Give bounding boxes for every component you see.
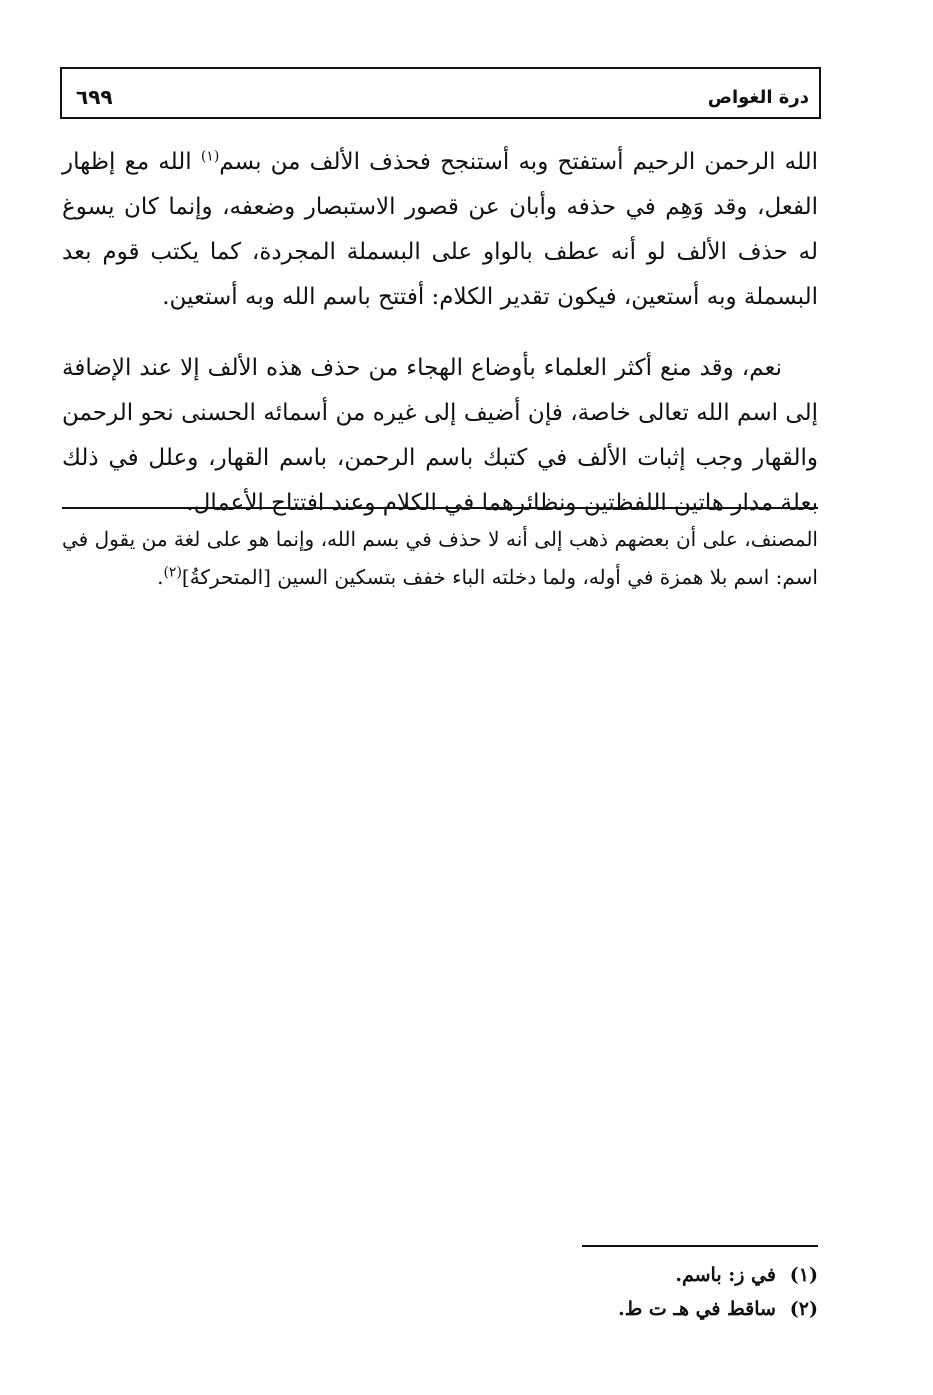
paragraph-2: نعم، وقد منع أكثر العلماء بأوضاع الهجاء من حذف هذه الألف إلا عند الإضافة إلى اسم الله تعالى خاصة، فإن أضيف إلى غيره من أسمائه الحسنى نحو الرحمن والقهار وجب إثبات الألف في كتبك باسم الرحمن، باسم القهار، وعلل في ذلك بعلة مدار هاتين اللفظتين ونظائرهما في الكلام وعند افتتاح الأعمال. (62, 355, 818, 516)
footnote-2-text: ساقط في هـ ت ط. (618, 1298, 776, 1320)
page-number: ٦٩٩ (76, 85, 113, 109)
footnotes (318, 1258, 818, 1326)
footnote-continuation (62, 520, 818, 596)
footnote-1 (318, 1258, 818, 1292)
footnote-ref-1: (١) (200, 148, 220, 165)
main-text (62, 140, 818, 526)
footnote-ref-2: (٢) (163, 564, 182, 581)
paragraph-1 (62, 140, 818, 320)
running-title: درة الغواص (707, 87, 809, 108)
paragraph-1-text-before-ref: الله الرحمن الرحيم أستفتح وبه أستنجح فحذف الألف من بسم (219, 149, 818, 175)
continuation-text-before-ref: المصنف، على أن بعضهم ذهب إلى أنه لا حذف في بسم الله، وإنما هو على لغة من يقول في اسم: اسم بلا همزة في أوله، ولما دخلته الباء خفف بتسكين السين [المتحركةُ] (62, 527, 818, 589)
continuation-text-after-ref: . (157, 565, 164, 589)
page-header (60, 67, 821, 119)
footnote-1-text: في ز: باسم. (675, 1264, 776, 1286)
footnote-separator-rule (62, 507, 818, 509)
footnote-1-number: (١) (789, 1264, 818, 1286)
paragraph-1-text-after-ref: الله مع إظهار الفعل، وقد وَهِم في حذفه وأبان عن قصور الاستبصار وضعفه، وإنما كان يسوغ له حذف الألف لو أنه عطف بالواو على البسملة المجردة، كما يكتب قوم بعد البسملة وبه أستعين، فيكون تقدير الكلام: أفتتح باسم الله وبه أستعين. (62, 149, 818, 310)
footnote-2 (318, 1292, 818, 1326)
footnote-2-number: (٢) (789, 1298, 818, 1320)
footnotes-rule (582, 1245, 818, 1247)
